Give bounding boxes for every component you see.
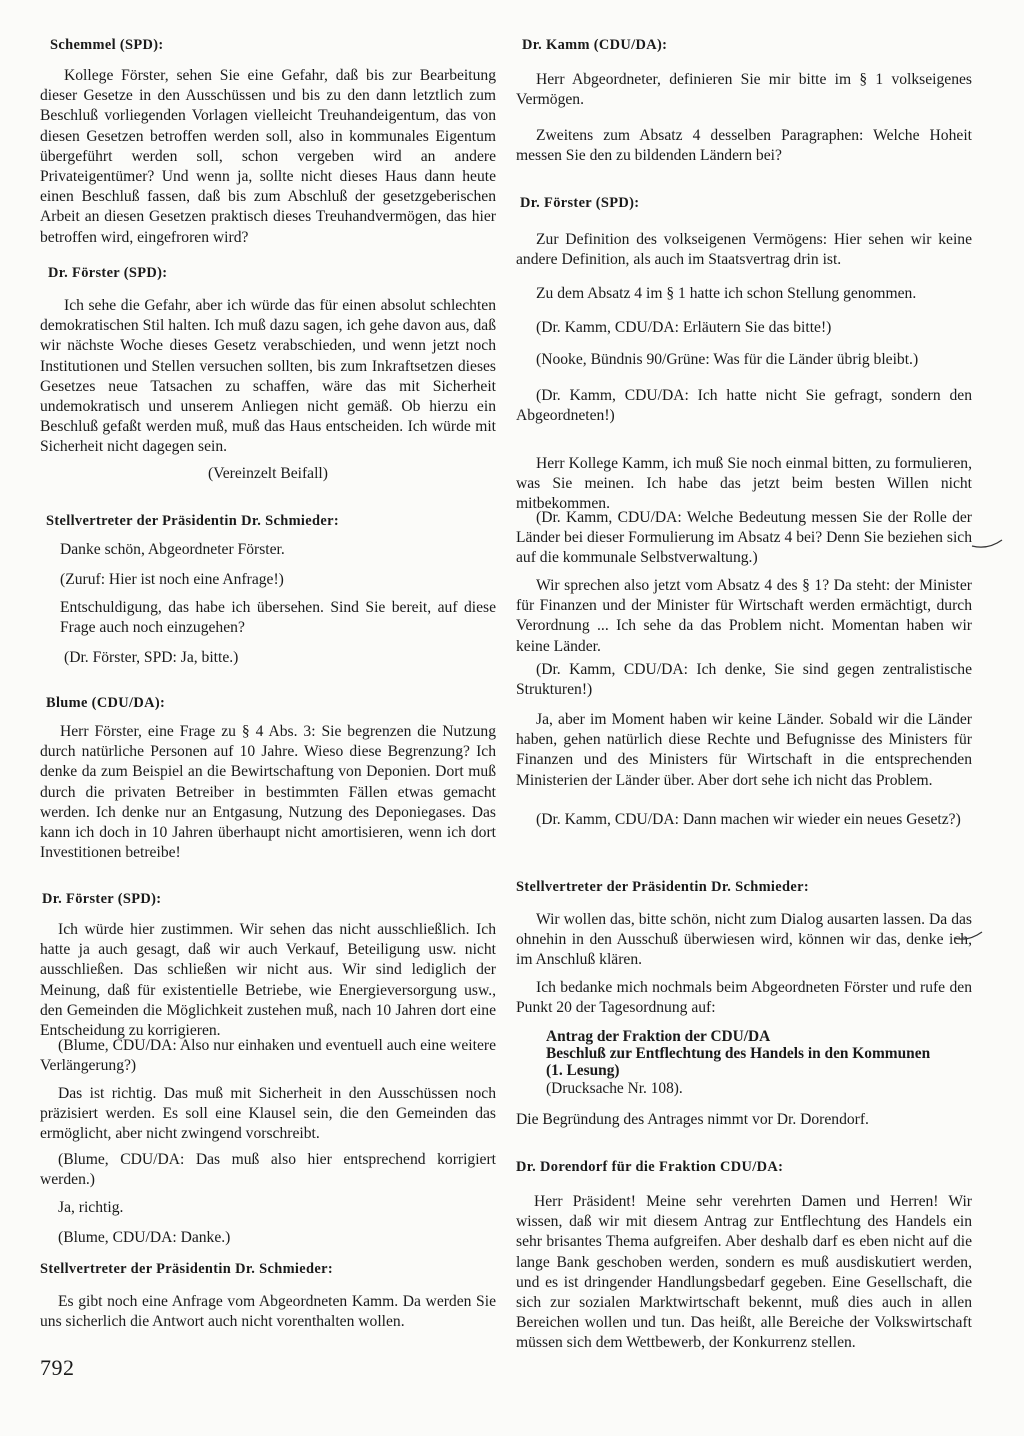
agenda-line-2: Beschluß zur Entflechtung des Handels in den Kommunen — [546, 1045, 931, 1063]
schmieder1-p2: (Zuruf: Hier ist noch eine Anfrage!) — [60, 571, 284, 588]
foerster3-p9: (Dr. Kamm, CDU/DA: Ich denke, Sie sind gegen zentralistische Strukturen!) — [516, 661, 972, 699]
speaker-foerster-1: Dr. Förster (SPD): — [48, 265, 168, 281]
foerster2-p6: (Blume, CDU/DA: Danke.) — [58, 1229, 231, 1246]
schmieder2-text: Es gibt noch eine Anfrage vom Abgeordneten Kamm. Da werden Sie uns sicherlich die Antwort auch nicht vorenthalten wollen. — [40, 1293, 496, 1331]
beifall: (Vereinzelt Beifall) — [208, 465, 328, 482]
schmieder1-p4: (Dr. Förster, SPD: Ja, bitte.) — [64, 649, 239, 666]
blume-text: Herr Förster, eine Frage zu § 4 Abs. 3: Sie begrenzen die Nutzung durch natürliche Personen auf 10 Jahre. Wieso diese Begrenzung? Ich denke da zum Beispiel an die Bewirtschaftung von Deponien. Dort muß durch die privaten Betreiber in bestimmten Fällen etwas gemacht werden. Ich denke nur an Entgasung, Nutzung des Deponiegases. Das kann ich doch in 10 Jahren überhaupt nicht amortisieren, wenn ich dort Investitionen betreibe! — [40, 723, 496, 862]
speaker-schmieder-1: Stellvertreter der Präsidentin Dr. Schmieder: — [46, 513, 339, 529]
speaker-heading — [40, 36, 496, 55]
scan-mark — [950, 920, 990, 944]
foerster1-text: Ich sehe die Gefahr, aber ich würde das für einen absolut schlechten demokratischen Stil halten. Ich muß dazu sagen, ich gehe davon aus, daß wir nächste Woche dieses Gesetz verabschieden, und wenn jetzt noch Institutionen und Stellen versuchen sollten, bis zum Inkraftsetzen dieses Gesetzes neue Tatsachen zu schaffen, wäre das mit Sicherheit undemokratisch und unserem Anliegen nicht gemäß. Ob hierzu ein Beschluß gefaßt werden muß, muß das Haus entscheiden. Ich würde mit Sicherheit nicht dagegen sein. — [40, 297, 496, 456]
speaker-kamm: Dr. Kamm (CDU/DA): — [522, 37, 668, 53]
schmieder3-p2: Ich bedanke mich nochmals beim Abgeordneten Förster und rufe den Punkt 20 der Tagesordnung auf: — [516, 979, 972, 1017]
foerster3-p11: (Dr. Kamm, CDU/DA: Dann machen wir wieder ein neues Gesetz?) — [536, 811, 961, 828]
foerster3-p8: Wir sprechen also jetzt vom Absatz 4 des § 1? Da steht: der Minister für Finanzen und der Minister für Wirtschaft werden ermächtigt, durch Verordnung ... Ich sehe da das Problem nicht. Momentan haben wir keine Länder. — [516, 577, 972, 655]
foerster2-p4: (Blume, CDU/DA: Das muß also hier entsprechend korrigiert werden.) — [40, 1151, 496, 1189]
speaker-schmieder-3: Stellvertreter der Präsidentin Dr. Schmieder: — [516, 879, 809, 895]
speaker-blume: Blume (CDU/DA): — [46, 695, 166, 711]
agenda-line-3: (1. Lesung) — [546, 1062, 620, 1080]
speech-paragraph — [40, 66, 496, 248]
scan-mark — [968, 510, 1008, 550]
kamm-p2: Zweitens zum Absatz 4 desselben Paragraphen: Welche Hoheit messen Sie den zu bildenden Ländern bei? — [516, 127, 972, 165]
schemmel-text: Kollege Förster, sehen Sie eine Gefahr, daß bis zur Bearbeitung dieser Gesetze in den Ausschüssen und bis zu den dann letztlich zum Beschluß vorliegenden Vorlagen vielleicht Treuhandeigentum, das von diesen Gesetzen betroffen werden soll, also in kommunales Eigentum übergeführt werden soll, schon vergeben wird an andere Privateigentümer? Und wenn ja, sollte nicht dieses Haus dann heute einen Beschluß fassen, daß bis zum Abschluß der gesetzgeberischen Arbeit an diesen Gesetzen praktisch dieses Treuhandvermögen, das hier betroffen wird, eingefroren wird? — [40, 67, 496, 246]
foerster3-p10: Ja, aber im Moment haben wir keine Länder. Sobald wir die Länder haben, gehen natürlich diese Rechte und Befugnisse des Ministers für Finanzen und des Ministers für Wirtschaft in die entsprechenden Ministerien der Länder über. Aber dort sehe ich nicht das Problem. — [516, 711, 972, 789]
foerster3-p5: (Dr. Kamm, CDU/DA: Ich hatte nicht Sie gefragt, sondern den Abgeordneten!) — [516, 387, 972, 425]
page-number: 792 — [40, 1355, 75, 1380]
foerster3-p4: (Nooke, Bündnis 90/Grüne: Was für die Länder übrig bleibt.) — [536, 351, 919, 368]
foerster2-p1: Ich würde hier zustimmen. Wir sehen das nicht ausschließlich. Ich hatte ja auch gesagt, daß wir auch Verkauf, Beteiligung usw. nicht ausschließen. Das schließen wir nicht aus. Wir sind lediglich der Meinung, daß für existentielle Betriebe, wie Energieversorgung usw., den Gemeinden die Möglichkeit zustehen muß, nach 10 Jahren dort eine Entscheidung zu korrigieren. — [40, 921, 496, 1040]
foerster3-p1: Zur Definition des volkseigenen Vermögens: Hier sehen wir keine andere Definition, als auch im Staatsvertrag drin ist. — [516, 231, 972, 269]
foerster3-p2: Zu dem Absatz 4 im § 1 hatte ich schon Stellung genommen. — [536, 285, 917, 302]
foerster2-p2: (Blume, CDU/DA: Also nur einhaken und eventuell auch eine weitere Verlängerung?) — [40, 1037, 496, 1075]
speaker-foerster-3: Dr. Förster (SPD): — [520, 195, 640, 211]
agenda-item — [516, 1028, 1002, 1097]
speaker-dorendorf: Dr. Dorendorf für die Fraktion CDU/DA: — [516, 1159, 784, 1175]
foerster3-p3: (Dr. Kamm, CDU/DA: Erläutern Sie das bitte!) — [536, 319, 832, 336]
speaker-schmieder-2: Stellvertreter der Präsidentin Dr. Schmieder: — [40, 1261, 333, 1277]
speaker-foerster-2: Dr. Förster (SPD): — [42, 891, 162, 907]
agenda-line-1: Antrag der Fraktion der CDU/DA — [546, 1028, 771, 1045]
begruendung: Die Begründung des Antrages nimmt vor Dr. Dorendorf. — [516, 1111, 869, 1128]
kamm-p1: Herr Abgeordneter, definieren Sie mir bitte im § 1 volkseigenes Vermögen. — [516, 71, 972, 109]
dorendorf-text: Herr Präsident! Meine sehr verehrten Damen und Herren! Wir wissen, daß wir mit diesem Antrag zur Entflechtung des Handels ein sehr brisantes Thema aufgreifen. Aber deshalb darf es eben nicht auf die lange Bank geschoben werden, sondern es muß ausdiskutiert werden, und es ist dringender Handlungsbedarf gegeben. Eine Gesellschaft, die sich zur sozialen Marktwirtschaft bekennt, muß dies auch in allen Bereichen wollen und tun. Das heißt, alle Bereiche der Volkswirtschaft müssen sich dem Wettbewerb, der Konkurrenz stellen. — [516, 1193, 972, 1352]
foerster3-p7: (Dr. Kamm, CDU/DA: Welche Bedeutung messen Sie der Rolle der Länder bei dieser Formulierung im Absatz 4 bei? Denn Sie beziehen sich auf die kommunale Selbstverwaltung.) — [516, 509, 972, 567]
foerster3-p6: Herr Kollege Kamm, ich muß Sie noch einmal bitten, zu formulieren, was Sie meinen. Ich habe das jetzt beim besten Willen nicht mitbekommen. — [516, 455, 972, 513]
schmieder1-p1: Danke schön, Abgeordneter Förster. — [60, 541, 285, 558]
agenda-line-4: (Drucksache Nr. 108). — [546, 1079, 683, 1097]
foerster2-p5: Ja, richtig. — [58, 1199, 124, 1216]
schmieder3-p1: Wir wollen das, bitte schön, nicht zum Dialog ausarten lassen. Da das ohnehin in den Ausschuß überwiesen wird, können wir das, denke ich, im Anschluß klären. — [516, 911, 972, 969]
speaker-schemmel: Schemmel (SPD): — [50, 37, 164, 53]
schmieder1-p3: Entschuldigung, das habe ich übersehen. Sind Sie bereit, auf diese Frage auch noch einzugehen? — [60, 599, 496, 637]
foerster2-p3: Das ist richtig. Das muß mit Sicherheit in den Ausschüssen noch präzisiert werden. Es soll eine Klausel sein, die den Gemeinden das ermöglicht, aber nicht zwingend vorschreibt. — [40, 1085, 496, 1143]
